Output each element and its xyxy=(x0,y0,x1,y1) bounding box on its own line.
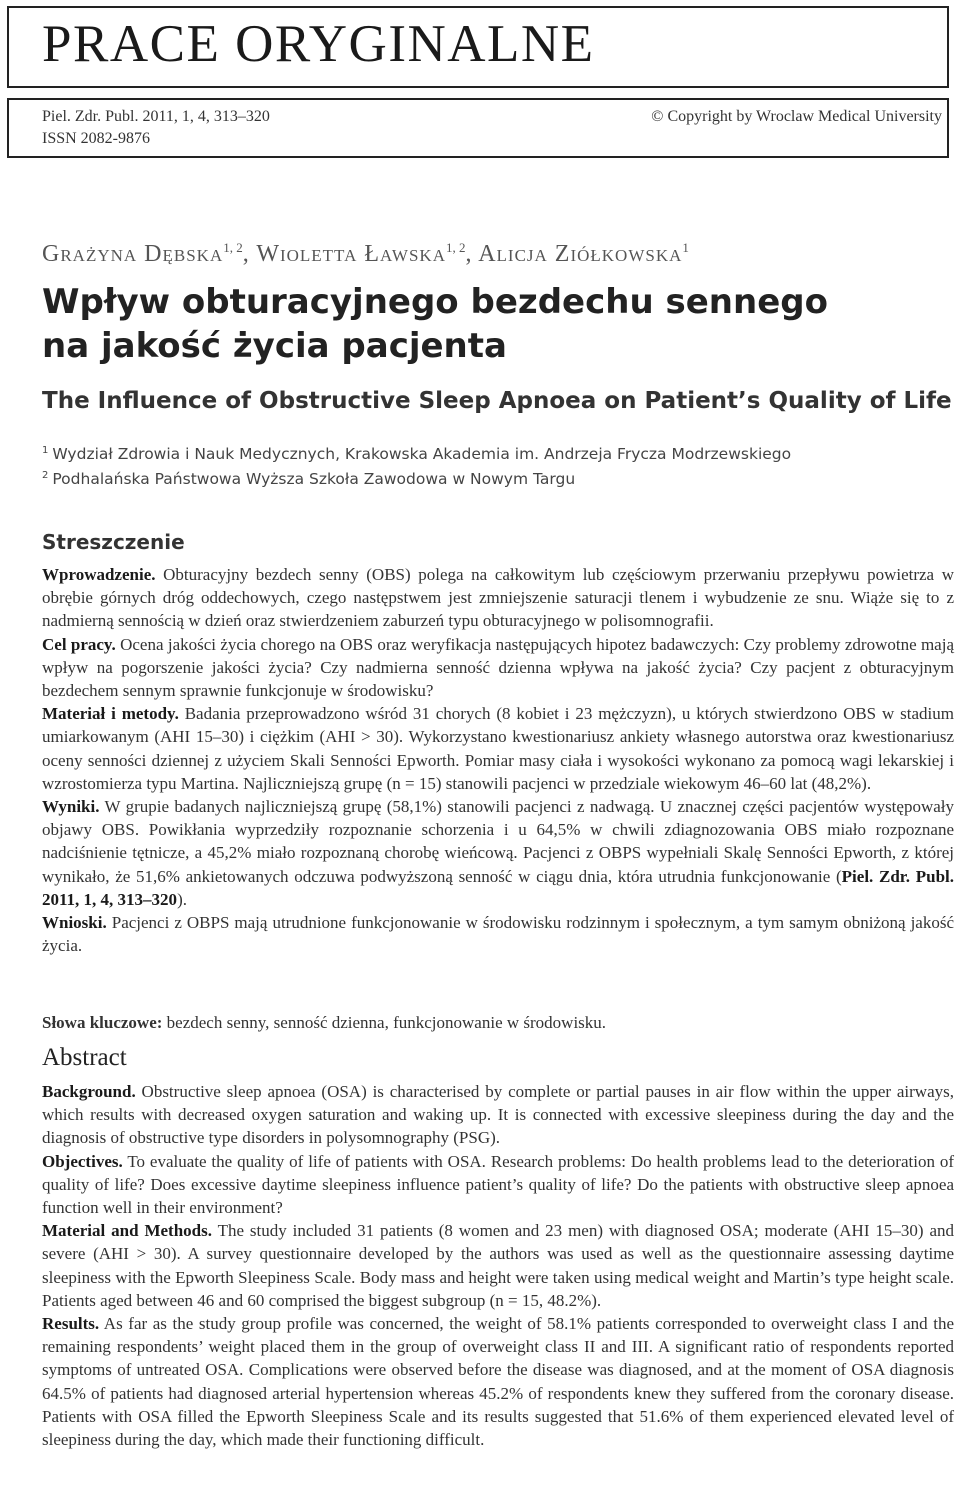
journal-citation xyxy=(42,106,270,150)
copyright: © Copyright by Wroclaw Medical University xyxy=(651,108,942,125)
paragraph-objectives xyxy=(42,1150,954,1220)
paragraph-results-en xyxy=(42,1312,954,1451)
abstract-heading: Abstract xyxy=(42,1044,127,1071)
title-polish xyxy=(42,280,828,368)
label-results-en: Results. xyxy=(42,1314,100,1334)
text-background: Obstructive sleep apnoea (OSA) is characterised by complete or partial pauses in air flow within the upper airways, which results with decreased oxygen saturation and waking up. It is connected with excessive sleepiness during the day and the diagnosis of obstructive type disorders in polysomnography (PSG). xyxy=(42,1082,954,1148)
author-affiliation-mark: 1, 2 xyxy=(446,240,466,255)
title-polish-line-1: Wpływ obturacyjnego bezdechu sennego xyxy=(42,282,828,322)
affiliation-number: 2 xyxy=(42,470,49,481)
affiliation-text: Podhalańska Państwowa Wyższa Szkoła Zawodowa w Nowym Targu xyxy=(52,470,576,488)
paragraph-material-methods xyxy=(42,1219,954,1312)
affiliation-2 xyxy=(42,465,575,490)
label-intro: Wprowadzenie. xyxy=(42,565,156,584)
paragraph-aim xyxy=(42,633,954,703)
paragraph-background xyxy=(42,1080,954,1150)
keywords-label: Słowa kluczowe: xyxy=(42,1013,163,1032)
results-end: ). xyxy=(177,889,187,909)
title-english: The Influence of Obstructive Sleep Apnoea on Patient’s Quality of Life xyxy=(42,388,952,414)
citation-line-2: ISSN 2082-9876 xyxy=(42,130,151,147)
text-aim: Ocena jakości życia chorego na OBS oraz weryfikacja następujących hipotez badawczych: Czy problemy zdrowotne mają wpływ na pogorszenie jakości życia? Czy nadmierna senność dzienna wpływa na jakość życia? Czy pacjent z obturacyjnym bezdechem sennym sprawnie funkcjonuje w środowisku? xyxy=(42,634,954,701)
author-name: Wioletta Ławska xyxy=(256,241,446,267)
abstract-body xyxy=(42,1080,954,1451)
author-affiliation-mark: 1 xyxy=(682,240,689,255)
label-background: Background. xyxy=(42,1082,136,1101)
keywords-text: bezdech senny, senność dzienna, funkcjonowanie w środowisku. xyxy=(162,1013,607,1032)
paragraph-results xyxy=(42,795,954,911)
text-results-en: As far as the study group profile was concerned, the weight of 58.1% patients corresponded to overweight class I and the remaining respondents’ weight placed them in the group of overweight class II and III. A significant ratio of respondents reported symptoms of untreated OSA. Complications were observed before the disease was diagnosed, and at the moment of OSA diagnosis 64.5% of patients had diagnosed arterial hypertension whereas 45.2% of respondents knew they suffered from the coronary disease. Patients with OSA filled the Epworth Sleepiness Scale and its results suggested that 51.6% of them experienced elevated level of sleepiness during the day, which made their functioning difficult. xyxy=(42,1314,954,1450)
text-material-methods: The study included 31 patients (8 women and 23 men) with diagnosed OSA; moderate (AHI 15–30) and severe (AHI > 30). A survey questionnaire developed by the authors was used as well as the questionnaire assessing daytime sleepiness with the Epworth Sleepiness Scale. Body mass and height were taken using medical weight and Martin’s type height scale. Patients aged between 46 and 60 comprised the biggest subgroup (n = 15, 48.2%). xyxy=(42,1221,954,1310)
label-methods: Materiał i metody. xyxy=(42,704,179,724)
author-affiliation-mark: 1, 2 xyxy=(223,240,243,255)
paragraph-methods xyxy=(42,702,954,795)
text-objectives: To evaluate the quality of life of patients with OSA. Research problems: Do health problems lead to the deterioration of quality of life? Does excessive daytime sleepiness influence patient’s quality of life? Do the patients with obstructive sleep apnoea function well in their environment? xyxy=(42,1151,954,1218)
keywords xyxy=(42,1011,606,1034)
streszczenie-heading: Streszczenie xyxy=(42,530,185,554)
affiliation-1 xyxy=(42,440,791,465)
author-name: Alicja Ziółkowska xyxy=(478,241,683,267)
affiliation-number: 1 xyxy=(42,445,49,456)
label-results: Wyniki. xyxy=(42,797,100,817)
results-citation: Piel. Zdr. Publ. 2011, 1, 4, 313–320 xyxy=(42,866,954,909)
label-aim: Cel pracy. xyxy=(42,634,116,654)
citation-line-1: Piel. Zdr. Publ. 2011, 1, 4, 313–320 xyxy=(42,108,270,125)
text-intro: Obturacyjny bezdech senny (OBS) polega na całkowitym lub częściowym przerwaniu przepływu powietrza w obrębie górnych dróg oddechowych, czego następstwem jest zmniejszenie saturacji tlenem i wybudzenie ze snu. Wiąże się to z nadmierną sennością w dzień oraz stwierdzeniem zaburzeń typu obturacyjnego w polisomnografii. xyxy=(42,565,954,631)
title-polish-line-2: na jakość życia pacjenta xyxy=(42,326,507,366)
affiliation-text: Wydział Zdrowia i Nauk Medycznych, Krakowska Akademia im. Andrzeja Frycza Modrzewskiego xyxy=(52,445,792,463)
streszczenie-body xyxy=(42,563,954,957)
paragraph-intro xyxy=(42,563,954,633)
paragraph-conclusions xyxy=(42,911,954,957)
text-methods: Badania przeprowadzono wśród 31 chorych (8 kobiet i 23 mężczyzn), u których stwierdzono OBS w stadium umiarkowanym (AHI 15–30) i ciężkim (AHI > 30). Wykorzystano kwestionariusz ankiety własnego autorstwa oraz kwestionariusz oceny senności dziennej z użyciem Skali Senności Epworth. Pomiar masy ciała i wysokości wykonano za pomocą wagi lekarskiej i wzrostomierza typu Martina. Najliczniejszą grupę (n = 15) stanowili pacjenci w przedziale wiekowym 46–60 lat (48,2%). xyxy=(42,704,954,793)
text-conclusions: Pacjenci z OBPS mają utrudnione funkcjonowanie w środowisku rodzinnym i społecznym, a tym samym obniżoną jakość życia. xyxy=(42,913,954,956)
label-material-methods: Material and Methods. xyxy=(42,1221,212,1241)
text-results: W grupie badanych najliczniejszą grupę (58,1%) stanowili pacjenci z nadwagą. U znacznej części pacjentów występowały objawy OBS. Powikłania wyprzedziły rozpoznanie schorzenia i u 64,5% w chwili zdiagnozowania OBS miało rozpoznane nadciśnienie tętnicze, a 45,2% miało rozpoznaną chorobę wieńcową. Pacjenci z OBPS wypełniali Skalę Senności Epworth, z której wynikało, że 51,6% ankietowanych odczuwa podwyższoną senność w ciągu dnia, która utrudnia funkcjonowanie ( xyxy=(42,797,954,886)
label-objectives: Objectives. xyxy=(42,1151,123,1171)
section-title: PRACE ORYGINALNE xyxy=(42,15,595,73)
authors: Grażyna Dębska$^{1, 2}$, Wioletta Ławska$^{1, 2}$, Alicja Ziółkowska$^1$ xyxy=(42,240,689,267)
label-conclusions: Wnioski. xyxy=(42,913,107,933)
author-name: Grażyna Dębska xyxy=(42,241,224,267)
